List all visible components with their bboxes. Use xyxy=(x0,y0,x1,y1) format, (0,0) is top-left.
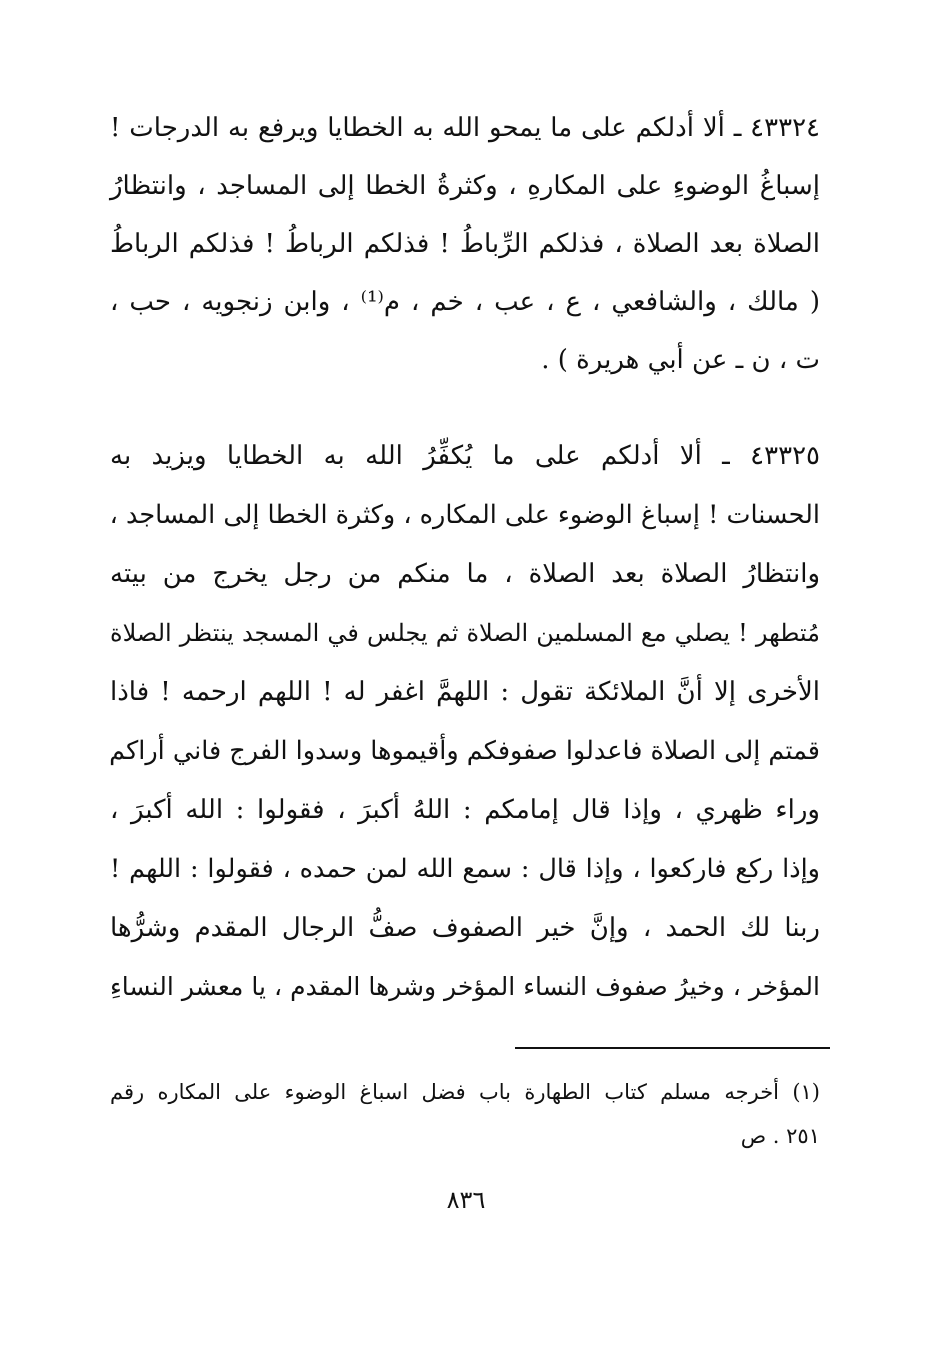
text-line: إسباغُ الوضوءِ على المكارهِ ، وكثرةُ الخطا إلى المساجد ، وانتظارُ xyxy=(110,171,820,201)
text-line: مُتطهر ! يصلي مع المسلمين الصلاة ثم يجلس في المسجد ينتظر الصلاة xyxy=(110,619,820,647)
text-line: ربنا لك الحمد ، وإنَّ خير الصفوف صفُّ الرجال المقدم وشرُّها xyxy=(110,913,820,943)
text-line: وراء ظهري ، وإذا قال إمامكم : اللهُ أكبرَ ، فقولوا : الله أكبرَ ، xyxy=(110,795,820,825)
text-line: ت ، ن ـ عن أبي هريرة ) . xyxy=(541,345,820,375)
text-line: ٤٣٣٢٥ ـ ألا أدلكم على ما يُكفِّرُ الله به الخطايا ويزيد به xyxy=(110,441,820,471)
text-line: قمتم إلى الصلاة فاعدلوا صفوفكم وأقيموها وسدوا الفرج فاني أراكم xyxy=(109,736,820,766)
page-number: ٨٣٦ xyxy=(446,1186,486,1214)
text-line: ٤٣٣٢٤ ـ ألا أدلكم على ما يمحو الله به الخطايا ويرفع به الدرجات ! xyxy=(110,113,820,143)
text-line: وانتظارُ الصلاة بعد الصلاة ، ما منكم من رجل يخرج من بيته xyxy=(110,559,820,589)
text-line: ( مالك ، والشافعي ، ع ، عب ، خم ، م⁽¹⁾ ، وابن زنجويه ، حب ، xyxy=(110,287,820,317)
footnote-line: (١) أخرجه مسلم كتاب الطهارة باب فضل اسباغ الوضوء على المكاره رقم xyxy=(110,1080,820,1104)
footnote-divider xyxy=(515,1047,830,1049)
footnote-line: ٢٥١ . ص xyxy=(740,1124,820,1148)
text-line: الحسنات ! إسباغ الوضوء على المكاره ، وكثرة الخطا إلى المساجد ، xyxy=(109,500,820,530)
text-line: الأخرى إلا أنَّ الملائكة تقول : اللهمَّ اغفر له ! اللهم ارحمه ! فاذا xyxy=(110,677,820,707)
text-line: وإذا ركع فاركعوا ، وإذا قال : سمع الله لمن حمده ، فقولوا : اللهم ! xyxy=(110,854,820,884)
text-line: الصلاة بعد الصلاة ، فذلكم الرِّباطُ ! فذلكم الرباطُ ! فذلكم الرباطُ xyxy=(110,229,820,259)
text-line: المؤخر ، وخيرُ صفوف النساء المؤخر وشرها المقدم ، يا معشر النساءِ xyxy=(110,972,820,1001)
